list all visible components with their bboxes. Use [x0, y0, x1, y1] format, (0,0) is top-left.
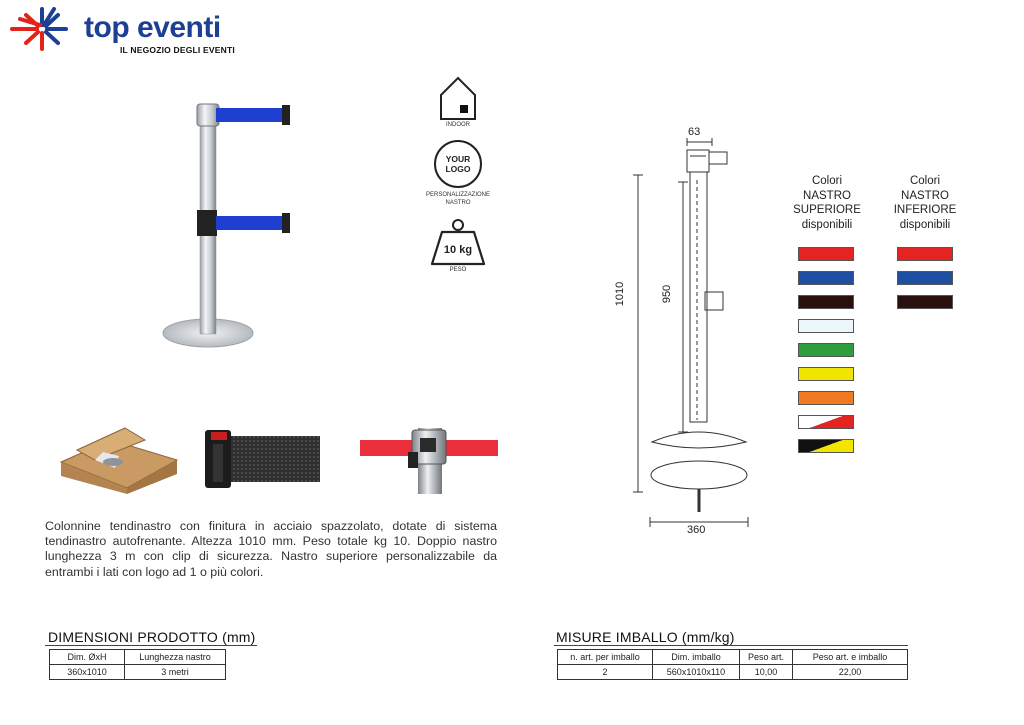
dim-height-tape: 950: [661, 284, 674, 304]
packaging-rule: [554, 645, 908, 646]
post-clip-photo: [360, 428, 498, 494]
product-dims-table: [49, 649, 226, 680]
weight-icon: [428, 218, 488, 266]
table-cell: 22,00: [793, 665, 908, 680]
color-swatch: [798, 295, 854, 309]
color-swatch: [798, 415, 854, 429]
packaging-box-photo: [55, 420, 183, 494]
logo-custom-icon-group: [413, 140, 503, 207]
color-swatch: [798, 367, 854, 381]
table-cell: 560x1010x110: [653, 665, 740, 680]
table-cell: 2: [558, 665, 653, 680]
indoor-label: INDOOR: [446, 122, 470, 128]
weight-icon-group: [413, 218, 503, 274]
color-swatch: [897, 247, 953, 261]
table-cell: 360x1010: [50, 665, 125, 680]
table-row: [50, 665, 226, 680]
weight-text: 10 kg: [443, 244, 473, 256]
color-swatch: [798, 271, 854, 285]
table-header-row: [558, 650, 908, 665]
product-dims-title: DIMENSIONI PRODOTTO (mm): [48, 629, 256, 645]
color-swatch: [798, 319, 854, 333]
table-row: [558, 665, 908, 680]
table-header-row: [50, 650, 226, 665]
retractable-belt-photo: [205, 428, 320, 490]
table-cell: 10,00: [740, 665, 793, 680]
logo-circle-text: YOUR LOGO: [445, 154, 471, 174]
table-cell: 3 metri: [125, 665, 226, 680]
lower-swatch-list: [897, 247, 953, 319]
color-swatch: [897, 271, 953, 285]
upper-swatch-list: [798, 247, 854, 463]
product-description: Colonnine tendinastro con finitura in acciaio spazzolato, dotate di sistema tendinastro autofrenante. Altezza 1010 mm. Peso totale kg 10. Doppio nastro lunghezza 3 m con clip di sicurezza. Nastro superiore personalizzabile da entrambi i lati con logo ad 1 o più colori.: [45, 519, 497, 579]
peso-label: PESO: [449, 267, 467, 273]
table-header-cell: Lunghezza nastro: [125, 650, 226, 665]
brand-tagline: IL NEGOZIO DEGLI EVENTI: [120, 45, 235, 55]
personalizzazione-label: PERSONALIZZAZIONE NASTRO: [425, 192, 490, 206]
table-header-cell: Peso art. e imballo: [793, 650, 908, 665]
color-swatch: [798, 343, 854, 357]
starburst-logo-icon: [6, 6, 78, 52]
table-header-cell: Dim. imballo: [653, 650, 740, 665]
product-photo: [150, 90, 310, 360]
product-dims-rule: [45, 645, 257, 646]
lower-colors-title: Colori NASTRO INFERIORE disponibili: [893, 175, 957, 231]
brand-name: top eventi: [84, 11, 221, 44]
color-swatch: [798, 439, 854, 453]
packaging-title: MISURE IMBALLO (mm/kg): [556, 629, 735, 645]
upper-colors-title: Colori NASTRO SUPERIORE disponibili: [793, 175, 861, 231]
dim-width-top: 63: [688, 126, 701, 138]
color-swatch: [897, 295, 953, 309]
indoor-icon-group: [413, 75, 503, 129]
house-icon: [438, 75, 478, 121]
table-header-cell: Peso art.: [740, 650, 793, 665]
technical-drawing: [600, 120, 780, 540]
logo-circle-icon: [434, 140, 482, 188]
packaging-table: [557, 649, 908, 680]
dim-base-diameter: 360: [687, 524, 706, 536]
table-header-cell: Dim. ØxH: [50, 650, 125, 665]
table-header-cell: n. art. per imballo: [558, 650, 653, 665]
color-swatch: [798, 247, 854, 261]
color-swatch: [798, 391, 854, 405]
dim-height-total: 1010: [614, 281, 627, 307]
brand-logo: [6, 6, 78, 52]
